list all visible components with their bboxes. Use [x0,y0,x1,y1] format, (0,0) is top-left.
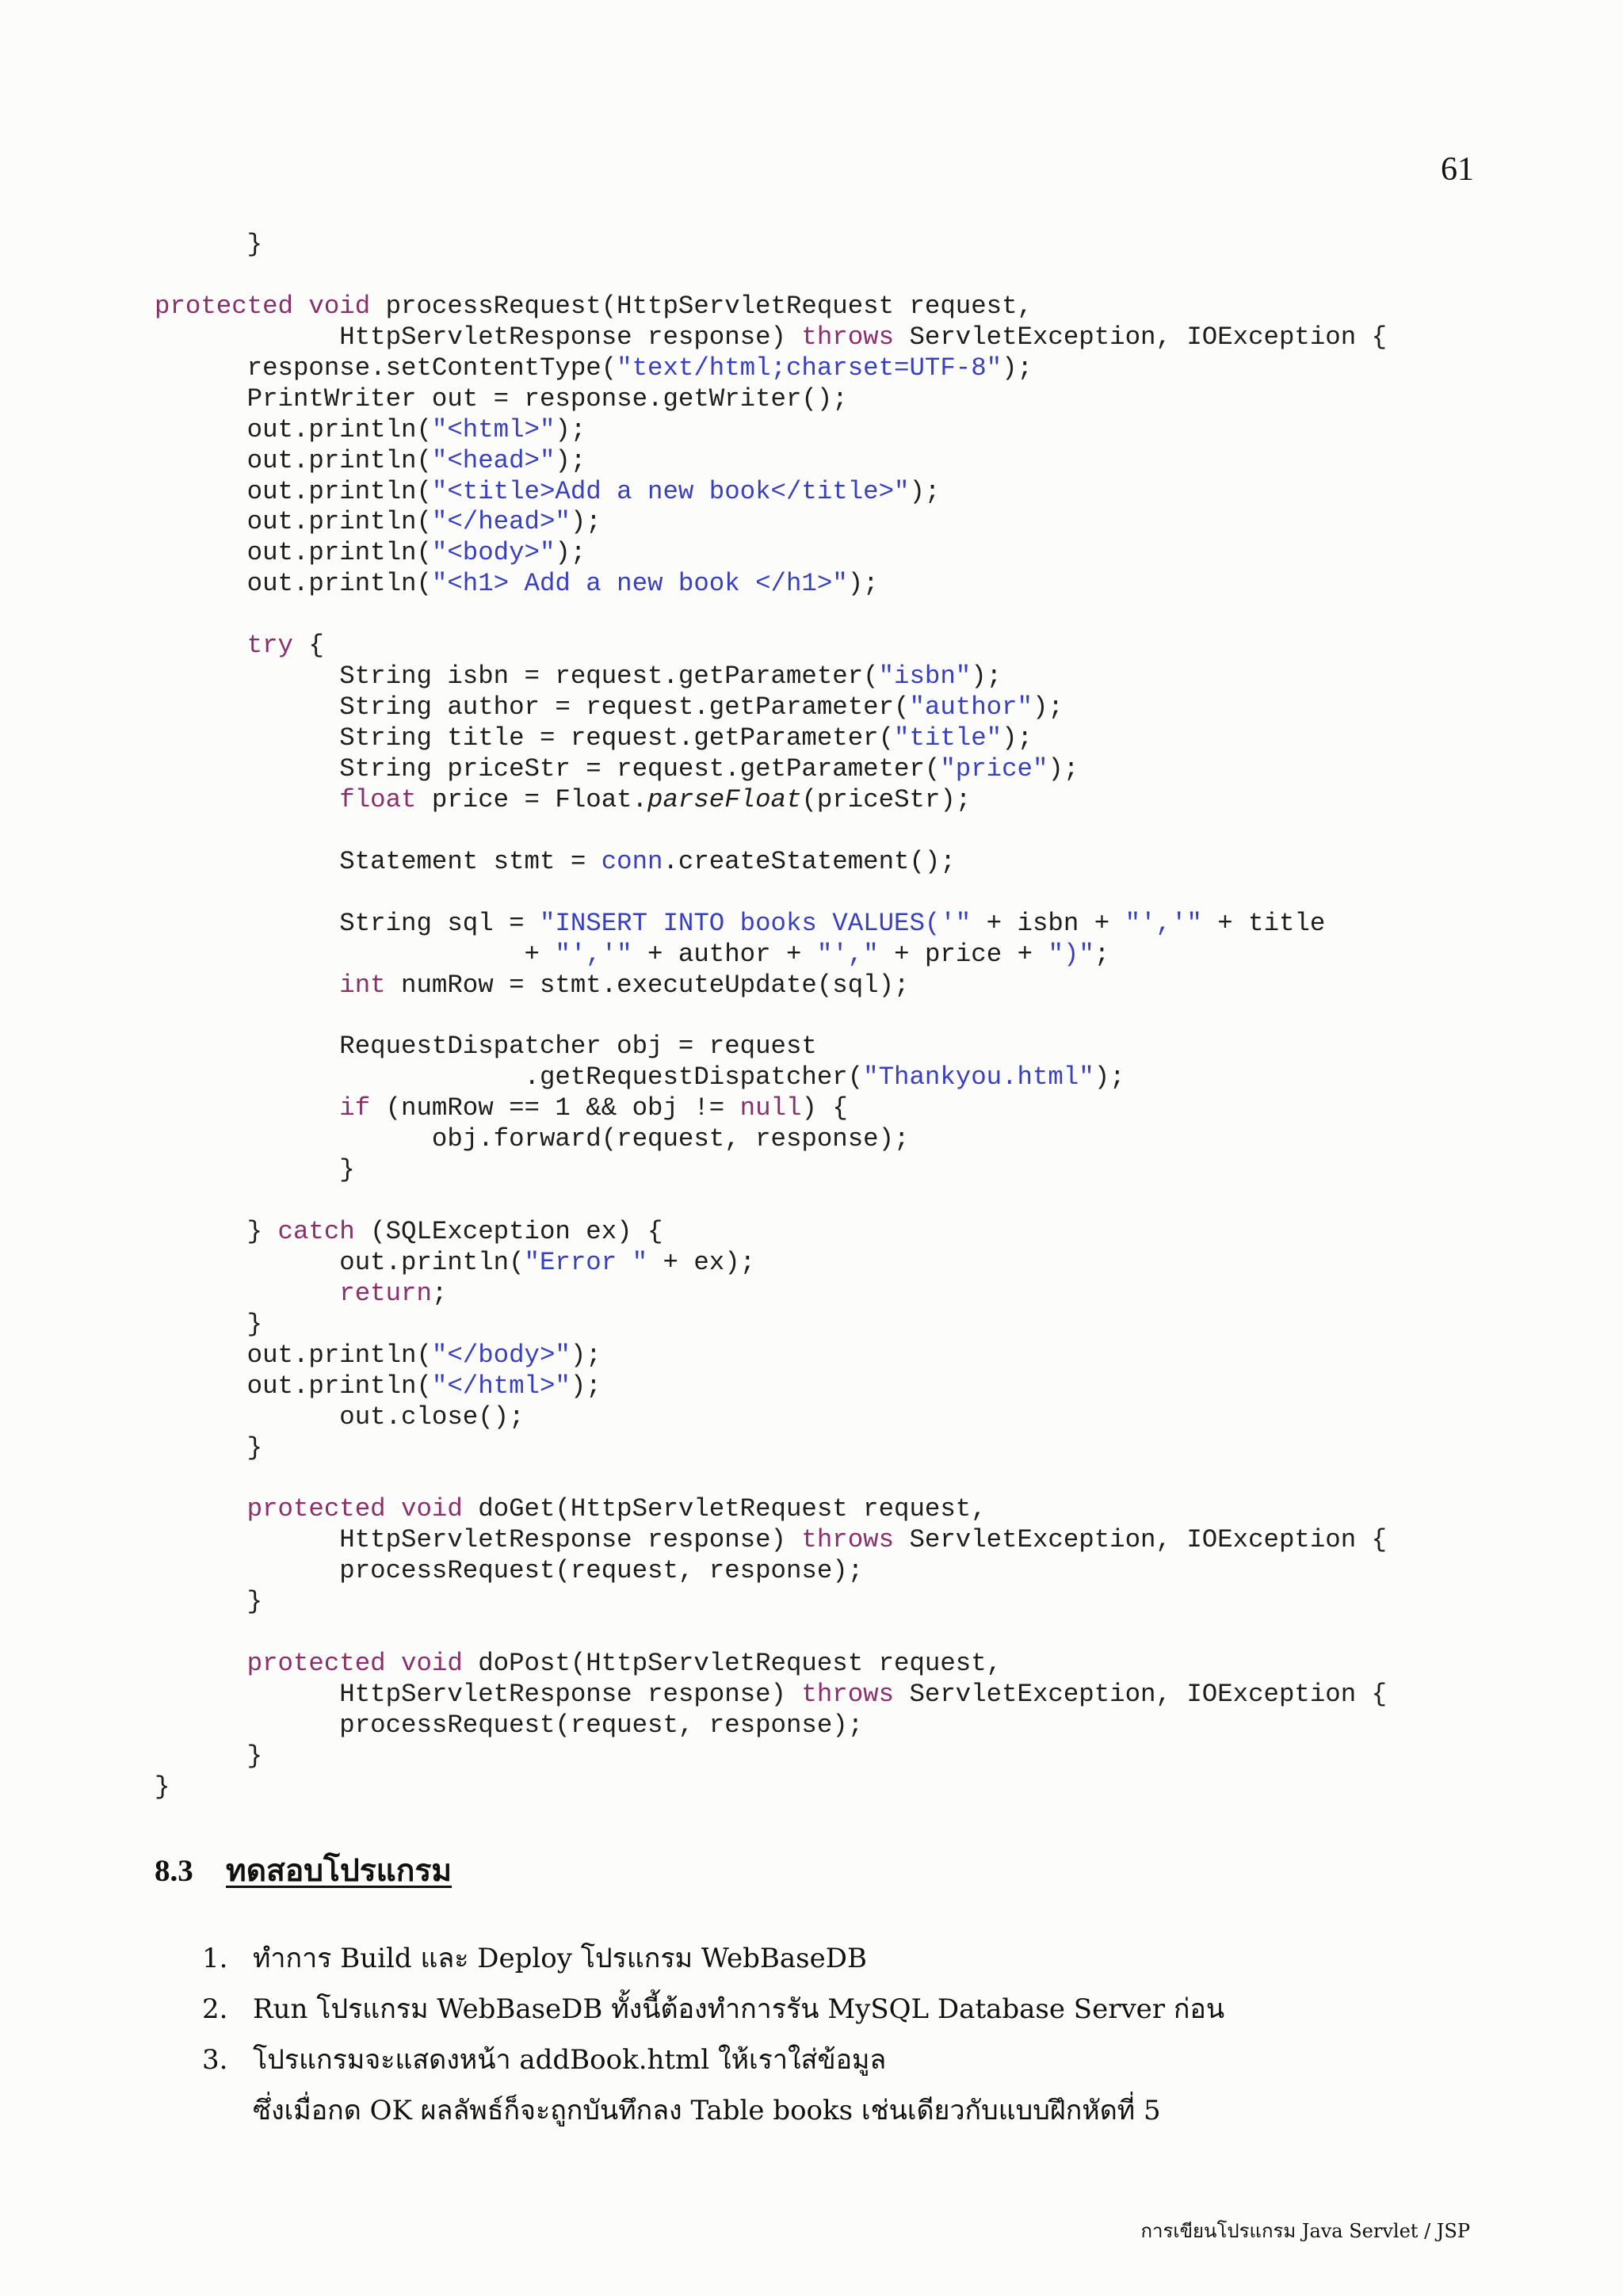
code-token: HttpServletResponse response) [339,322,802,352]
code-token: + title [1201,908,1326,938]
step-number: 3. [202,2044,228,2076]
code-line [155,230,1502,261]
code-token: out.println( [246,1340,432,1370]
code-token: ServletException, IOException { [894,1680,1388,1710]
code-token: out.println( [246,445,432,475]
code-line [155,1062,1502,1093]
code-token: ); [555,414,586,444]
code-token: { [292,631,324,661]
code-token: + ex); [647,1247,756,1277]
code-token: return [339,1278,432,1308]
step-text: โปรแกรมจะแสดงหน้า addBook.html ให้เราใส่ข้อมูล [253,2044,887,2076]
code-token: "<h1> Add a new book </h1>" [431,569,848,599]
step-number: 1. [202,1943,228,1974]
code-token: (numRow == 1 && obj != [370,1093,740,1123]
code-line [155,971,1502,1001]
code-line [155,1680,1502,1711]
code-token: throws [801,1680,895,1710]
code-line [155,1032,1502,1062]
code-line [155,878,1502,909]
code-token: + price + [878,939,1048,969]
code-line [155,631,1502,662]
code-token: obj.forward(request, response); [431,1124,910,1154]
code-line [155,1155,1502,1186]
code-token: out.println( [246,476,432,506]
code-token: "Error " [524,1247,648,1277]
code-line [155,1556,1502,1587]
code-token: parseFloat [647,784,802,814]
code-token: if [339,1093,371,1123]
code-line [155,1186,1502,1217]
code-token: doPost(HttpServletRequest request, [462,1649,1002,1679]
code-token: catch [277,1217,355,1246]
code-line [155,1341,1502,1371]
code-line [155,569,1502,600]
code-token: } [246,1587,263,1617]
code-token: ); [570,507,601,537]
page-footer: การเขียนโปรแกรม Java Servlet / JSP [1140,2220,1470,2242]
section-number: 8.3 [155,1854,193,1888]
code-token: "price" [940,753,1048,784]
code-token: ); [1002,723,1033,753]
code-token: "</html>" [431,1371,571,1401]
code-token: HttpServletResponse response) [339,1680,802,1710]
code-token: .getRequestDispatcher( [524,1062,864,1093]
code-line [155,816,1502,847]
code-token: ServletException, IOException { [894,322,1388,352]
code-line [155,353,1502,384]
code-line [155,692,1502,723]
code-token: "','" [555,939,632,969]
code-line [155,446,1502,477]
code-token: ; [1094,939,1110,969]
code-token: int [339,970,386,1000]
code-token: ); [847,569,879,599]
code-token: ServletException, IOException { [894,1525,1388,1555]
code-token: out.close(); [339,1402,525,1432]
code-token: "isbn" [878,662,972,692]
code-token: ")" [1048,939,1094,969]
code-line [155,1217,1502,1248]
code-token: String sql = [339,908,540,938]
code-line [155,1279,1502,1310]
code-token: protected void [155,291,371,321]
code-line [155,600,1502,631]
code-line [155,1772,1502,1803]
code-line [155,1001,1502,1032]
code-token: } [246,1217,278,1246]
code-token: out.println( [246,507,432,537]
code-token: try [246,631,293,661]
code-token: out.println( [246,414,432,444]
code-listing [155,230,1502,1803]
code-token: processRequest(request, response); [339,1711,864,1740]
code-token: null [739,1093,802,1123]
code-token: ); [1002,353,1033,383]
code-token: ); [570,1371,601,1401]
code-token: RequestDispatcher obj = request [339,1032,817,1062]
code-line [155,322,1502,353]
code-token: + isbn + [971,908,1125,938]
step-number: 2. [202,1993,228,2025]
step-item [202,1984,1510,2035]
code-line [155,1124,1502,1155]
code-token: ) { [801,1093,848,1123]
code-token: response.setContentType( [246,353,617,383]
section-title: ทดสอบโปรแกรม [226,1854,453,1888]
step-item [202,2035,1510,2085]
code-token: out.println( [246,569,432,599]
code-token: ); [1048,753,1079,784]
code-line [155,415,1502,446]
code-line [155,1402,1502,1433]
code-token: ); [570,1340,601,1370]
code-token: ); [909,476,941,506]
code-token: String title = request.getParameter( [339,723,895,753]
code-token: } [246,1309,263,1339]
code-token: (SQLException ex) { [354,1217,663,1246]
code-token: "title" [894,723,1002,753]
step-text: Run โปรแกรม WebBaseDB ทั้งนี้ต้องทำการรัน MySQL Database Server ก่อน [253,1993,1225,2025]
step-text: ทำการ Build และ Deploy โปรแกรม WebBaseDB [253,1943,867,1974]
code-token: } [246,1741,263,1771]
code-token: out.println( [339,1247,525,1277]
code-token: (priceStr); [801,784,972,814]
code-token: "<title>Add a new book</title>" [431,476,910,506]
code-token: } [339,1155,355,1185]
code-line [155,261,1502,292]
code-line [155,1464,1502,1495]
code-token: + [524,939,556,969]
section-heading [155,1846,452,1895]
code-token: } [246,230,263,259]
code-line [155,1433,1502,1464]
code-token: throws [801,322,895,352]
code-token: conn [601,846,663,876]
code-token: PrintWriter out = response.getWriter(); [246,383,848,414]
code-line [155,477,1502,508]
code-line [155,1649,1502,1680]
code-token: numRow = stmt.executeUpdate(sql); [385,970,910,1000]
code-token: doGet(HttpServletRequest request, [462,1494,987,1524]
code-line [155,1248,1502,1279]
code-token: ); [1094,1062,1125,1093]
code-token: ); [1032,692,1064,723]
code-token: "<head>" [431,445,556,475]
code-token: processRequest(request, response); [339,1556,864,1586]
code-token: out.println( [246,1371,432,1401]
code-token: "</body>" [431,1340,571,1370]
code-token: "<html>" [431,414,556,444]
code-line [155,909,1502,940]
code-token: "<body>" [431,538,556,568]
page-number: 61 [1441,151,1474,188]
code-token: "text/html;charset=UTF-8" [617,353,1002,383]
code-line [155,292,1502,322]
code-token: String isbn = request.getParameter( [339,662,879,692]
code-line [155,785,1502,816]
code-token: processRequest(HttpServletRequest request, [370,291,1033,321]
code-line [155,1310,1502,1341]
code-line [155,847,1502,878]
code-token: } [155,1772,170,1802]
code-token: "Thankyou.html" [863,1062,1094,1093]
code-token: "INSERT INTO books VALUES('" [539,908,972,938]
code-token: float [339,784,417,814]
code-line [155,940,1502,971]
code-token: ); [555,538,586,568]
code-line [155,754,1502,785]
code-token: Statement stmt = [339,846,601,876]
step-item [202,1933,1510,1984]
code-token: throws [801,1525,895,1555]
code-line [155,1587,1502,1618]
code-line [155,538,1502,569]
code-token: String author = request.getParameter( [339,692,910,723]
code-token: + author + [632,939,817,969]
step-continuation: ซึ่งเมื่อกด OK ผลลัพธ์ก็จะถูกบันทึกลง Table books เช่นเดียวกับแบบฝึกหัดที่ 5 [253,2095,1161,2126]
code-token: ); [971,662,1002,692]
code-token: } [246,1432,263,1463]
code-line [155,1711,1502,1741]
code-token: ); [555,445,586,475]
code-line [155,507,1502,538]
code-line [155,1618,1502,1649]
code-line [155,1741,1502,1772]
code-line [155,1494,1502,1525]
code-token: protected void [246,1649,463,1679]
code-token: protected void [246,1494,463,1524]
code-token: ; [431,1278,448,1308]
code-token: out.println( [246,538,432,568]
code-token: .createStatement(); [663,846,956,876]
steps-list [202,1933,1510,2136]
code-line [155,384,1502,415]
code-line [155,1525,1502,1556]
code-line [155,723,1502,754]
code-line [155,1371,1502,1402]
code-token: "author" [909,692,1033,723]
code-token: "</head>" [431,507,571,537]
code-token: HttpServletResponse response) [339,1525,802,1555]
code-line [155,1093,1502,1124]
code-token: price = Float. [416,784,648,814]
code-token: "','" [1125,908,1202,938]
code-line [155,662,1502,692]
code-token: String priceStr = request.getParameter( [339,753,941,784]
code-token: "'," [816,939,879,969]
